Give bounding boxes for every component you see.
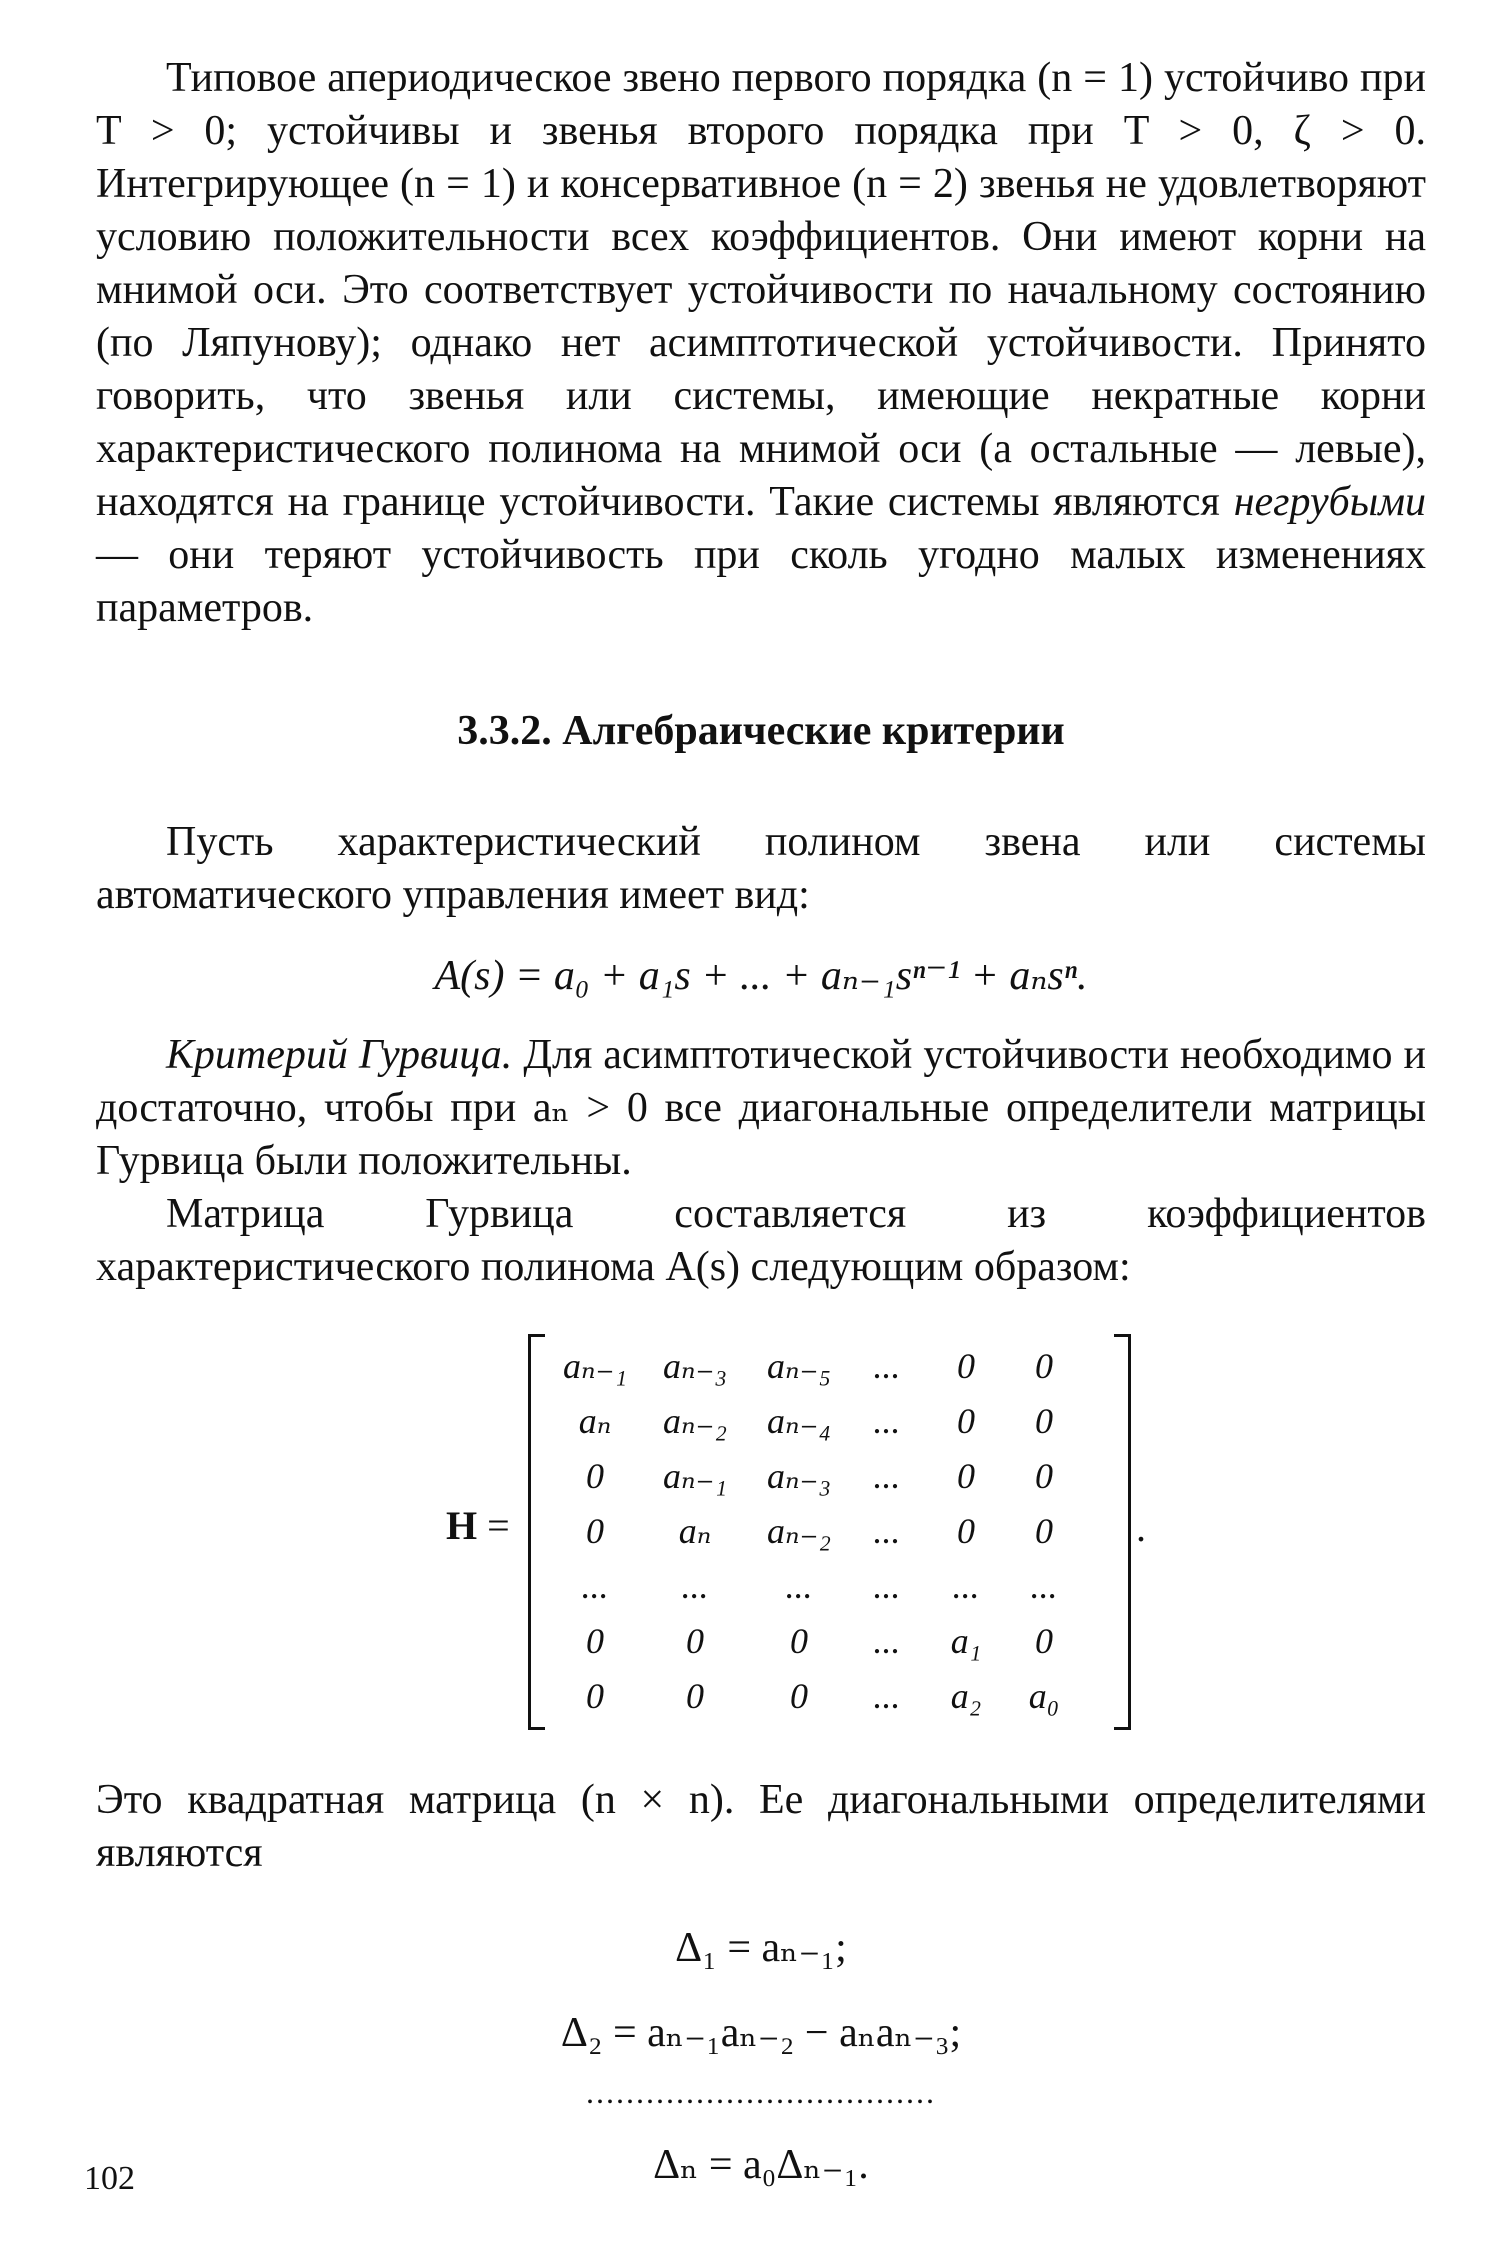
matrix-cell: ...	[581, 1565, 609, 1606]
matrix-row	[548, 1613, 1078, 1668]
page-body	[96, 52, 1426, 2192]
matrix-cell: aₙ₋₄	[766, 1400, 832, 1441]
matrix-row	[548, 1503, 1078, 1558]
matrix-cell: 0	[790, 1620, 808, 1661]
matrix-cell: ...	[872, 1675, 900, 1716]
matrix-table	[548, 1338, 1078, 1723]
matrix-row	[548, 1558, 1078, 1613]
matrix-cell: aₙ	[578, 1400, 612, 1441]
matrix-cell: 0	[586, 1455, 604, 1496]
matrix-cell: ...	[1030, 1565, 1058, 1606]
paragraph-polynomial-intro: Пусть характеристический полином звена или системы автоматического управления имеет вид:	[96, 819, 1426, 918]
matrix-row	[548, 1448, 1078, 1503]
matrix-cell: ...	[872, 1620, 900, 1661]
matrix-cell: 0	[957, 1400, 975, 1441]
determinant-1: Δ₁ = aₙ₋₁;	[675, 1925, 847, 1971]
matrix-cell: a₂	[950, 1675, 982, 1716]
hurwitz-criterion-text: Для асимптотической устойчивости необходимо и достаточно, чтобы при aₙ > 0 все диагональные определители матрицы Гурвица были положительны.	[96, 1032, 1426, 1184]
matrix-cell: 0	[686, 1675, 704, 1716]
matrix-cell: aₙ₋₃	[662, 1345, 728, 1386]
matrix-cell: aₙ₋₂	[662, 1400, 728, 1441]
hurwitz-criterion-title: Критерий Гурвица.	[166, 1032, 513, 1078]
matrix-row	[548, 1338, 1078, 1393]
matrix-row	[548, 1668, 1078, 1723]
matrix-cell: 0	[586, 1510, 604, 1551]
matrix-cell: ...	[785, 1565, 813, 1606]
matrix-cell: ...	[872, 1565, 900, 1606]
section-heading: 3.3.2. Алгебраические критерии	[457, 708, 1065, 754]
paragraph1-tail: — они теряют устойчивость при сколь угодно малых изменениях параметров.	[96, 532, 1426, 631]
matrix-cell: aₙ₋₂	[766, 1510, 832, 1551]
matrix-cell: ...	[872, 1510, 900, 1551]
equation-characteristic-polynomial: A(s) = a₀ + a₁s + ... + aₙ₋₁sⁿ⁻¹ + aₙsⁿ.	[434, 953, 1088, 999]
paragraph-stability-links	[96, 52, 1426, 635]
paragraph-hurwitz-criterion	[96, 1029, 1426, 1188]
matrix-cell: a₀	[1028, 1675, 1060, 1716]
matrix-cell: 0	[1035, 1345, 1053, 1386]
matrix-cell: ...	[872, 1400, 900, 1441]
matrix-cell: 0	[1035, 1455, 1053, 1496]
determinant-n: Δₙ = a₀Δₙ₋₁.	[653, 2142, 869, 2188]
matrix-cell: ...	[872, 1455, 900, 1496]
matrix-cell: aₙ₋₅	[766, 1345, 832, 1386]
page-number: 102	[84, 2160, 135, 2197]
matrix-cell: ...	[952, 1565, 980, 1606]
matrix-cell: a₁	[950, 1620, 982, 1661]
matrix-cell: 0	[790, 1675, 808, 1716]
paragraph-square-matrix: Это квадратная матрица (n × n). Ее диагональными определителями являются	[96, 1777, 1426, 1876]
matrix-cell: ...	[872, 1345, 900, 1386]
matrix-end-period: .	[1136, 1505, 1146, 1550]
matrix-label: H =	[446, 1503, 510, 1548]
determinant-ellipsis: ...................................	[586, 2074, 936, 2110]
matrix-cell: aₙ₋₁	[662, 1455, 728, 1496]
matrix-cell: 0	[1035, 1510, 1053, 1551]
matrix-cell: 0	[686, 1620, 704, 1661]
matrix-cell: 0	[957, 1345, 975, 1386]
matrix-cell: aₙ	[678, 1510, 712, 1551]
matrix-cell: 0	[1035, 1620, 1053, 1661]
matrix-cell: 0	[957, 1455, 975, 1496]
matrix-cell: 0	[586, 1675, 604, 1716]
paragraph1-emphasis: негрубыми	[1233, 479, 1427, 525]
matrix-cell: aₙ₋₁	[562, 1345, 628, 1386]
matrix-cell: aₙ₋₃	[766, 1455, 832, 1496]
matrix-row	[548, 1393, 1078, 1448]
matrix-right-bracket	[1114, 1334, 1131, 1730]
determinant-2: Δ₂ = aₙ₋₁aₙ₋₂ − aₙaₙ₋₃;	[560, 2010, 962, 2056]
matrix-cell: ...	[681, 1565, 709, 1606]
paragraph1-text: Типовое апериодическое звено первого порядка (n = 1) устойчиво при T > 0; устойчивы и звенья второго порядка при T > 0, ζ > 0. Интегрирующее (n = 1) и консервативное (n = 2) звенья не удовлетворяют условию положительности всех коэффициентов. Они имеют корни на мнимой оси. Это соответствует устойчивости по начальному состоянию (по Ляпунову); однако нет асимптотической устойчивости. Принято говорить, что звенья или системы, имеющие некратные корни характеристического полинома на мнимой оси (а остальные — левые), находятся на границе устойчивости. Такие системы являются	[96, 55, 1426, 525]
paragraph-matrix-intro: Матрица Гурвица составляется из коэффициентов характеристического полинома A(s) следующим образом:	[96, 1191, 1426, 1290]
hurwitz-matrix	[96, 1334, 1426, 1744]
matrix-cell: 0	[586, 1620, 604, 1661]
matrix-left-bracket	[528, 1334, 545, 1730]
matrix-cell: 0	[1035, 1400, 1053, 1441]
matrix-cell: 0	[957, 1510, 975, 1551]
